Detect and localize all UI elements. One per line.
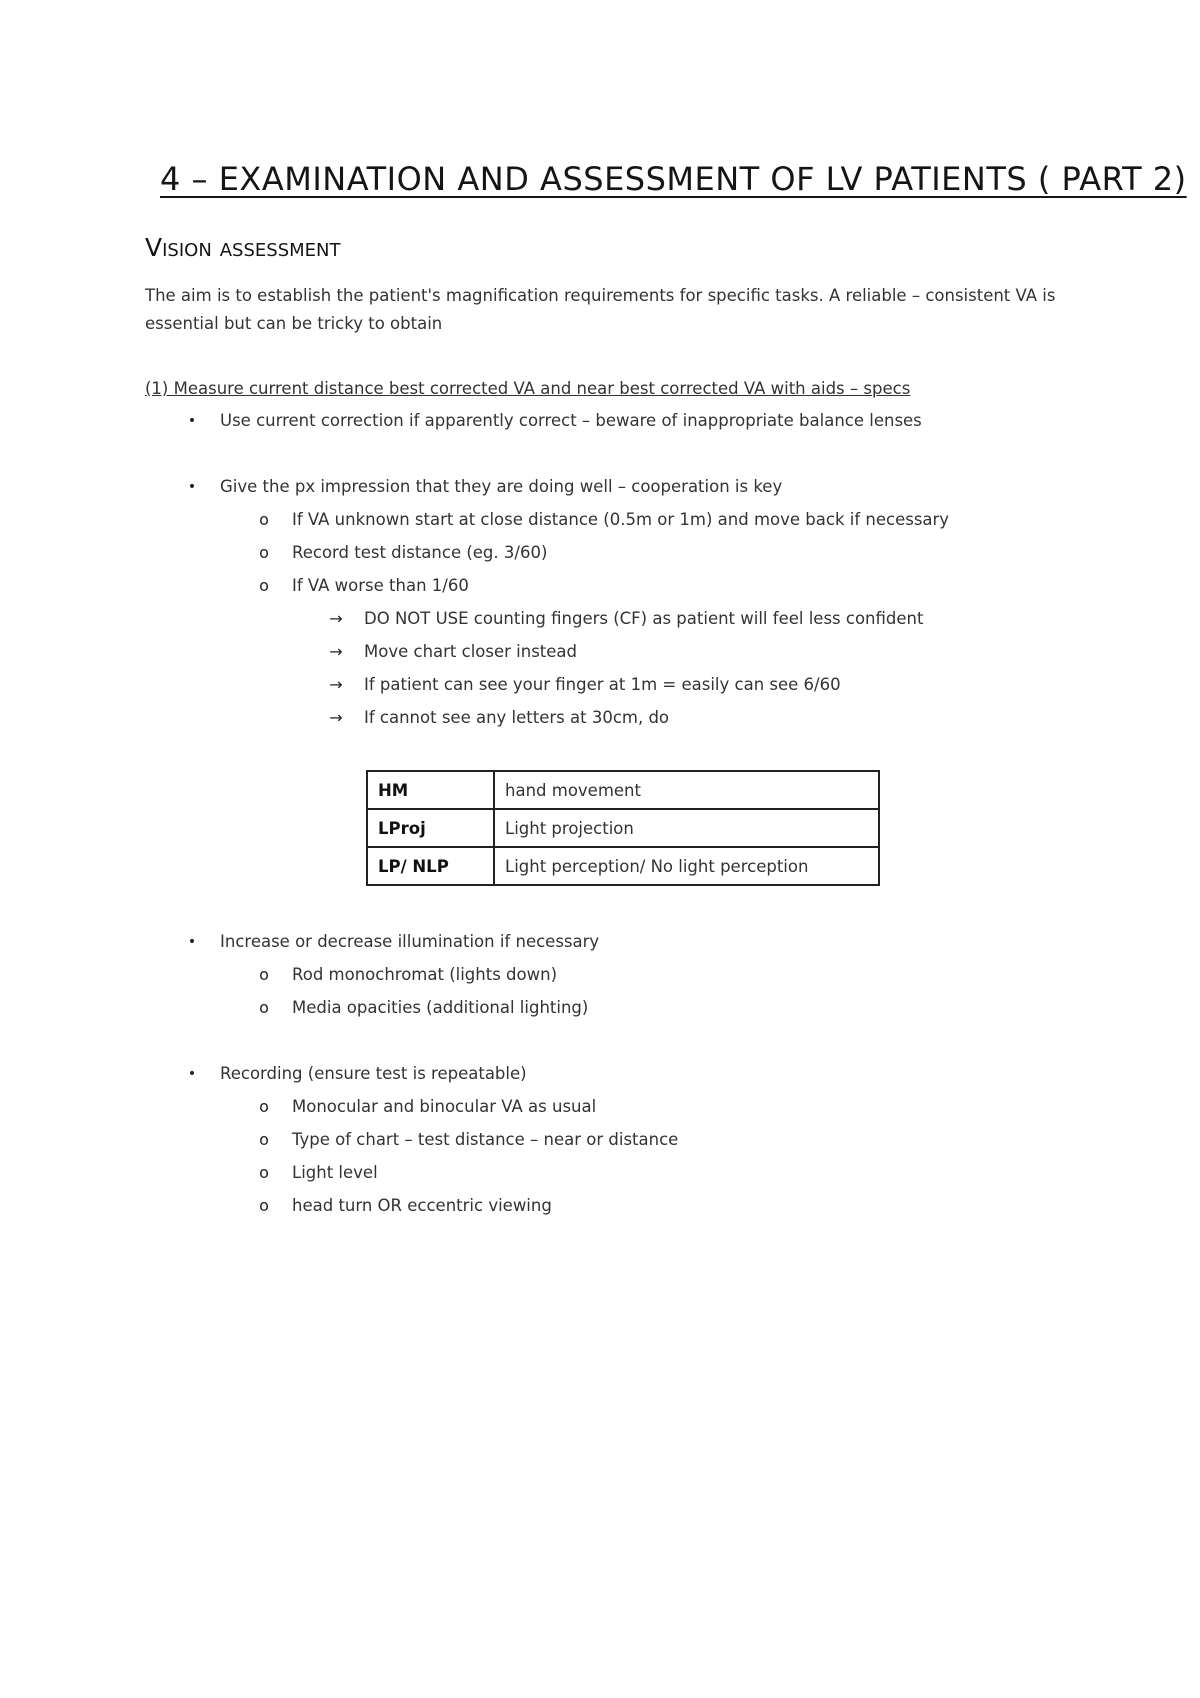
list-item-text: Rod monochromat (lights down) [292,965,558,984]
table-row [367,847,879,885]
list-item-text: Monocular and binocular VA as usual [292,1097,597,1116]
table-row [367,771,879,809]
table-cell-abbr: HM [367,771,494,809]
list-item-text: Type of chart – test distance – near or distance [292,1130,679,1149]
list-item-text: DO NOT USE counting fingers (CF) as patient will feel less confident [364,609,924,628]
table-cell-meaning: Light projection [494,809,879,847]
list-item-text: Use current correction if apparently correct – beware of inappropriate balance lenses [220,411,922,430]
list-item-text: Recording (ensure test is repeatable) [220,1064,527,1083]
list-heading: (1) Measure current distance best corrected VA and near best corrected VA with aids – specs [145,379,911,398]
intro-paragraph: The aim is to establish the patient's magnification requirements for specific tasks. A reliable – consistent VA is essential but can be tricky to obtain [145,286,1056,333]
list-item-text: If VA unknown start at close distance (0.5m or 1m) and move back if necessary [292,510,950,529]
sub-bullet-marker: o [259,1196,269,1215]
sub-bullet-marker: o [259,1130,269,1149]
sub-bullet-marker: o [259,1163,269,1182]
list-item-text: If VA worse than 1/60 [292,576,469,595]
list-item-text: Light level [292,1163,378,1182]
arrow-icon: → [329,609,343,628]
arrow-icon: → [329,642,343,661]
table-cell-abbr: LP/ NLP [367,847,494,885]
bullet-marker: • [187,1066,197,1082]
list-item-text: Give the px impression that they are doing well – cooperation is key [220,477,783,496]
sub-bullet-marker: o [259,1097,269,1116]
arrow-icon: → [329,675,343,694]
arrow-icon: → [329,708,343,727]
sub-bullet-marker: o [259,965,269,984]
table-cell-meaning: hand movement [494,771,879,809]
table-cell-meaning: Light perception/ No light perception [494,847,879,885]
table-cell-abbr: LProj [367,809,494,847]
section-heading [145,233,340,262]
sub-bullet-marker: o [259,543,269,562]
list-item-text: Record test distance (eg. 3/60) [292,543,548,562]
bullet-marker: • [187,934,197,950]
table-row [367,809,879,847]
sub-bullet-marker: o [259,998,269,1017]
list-item-text: If cannot see any letters at 30cm, do [364,708,670,727]
list-item-text: Move chart closer instead [364,642,578,661]
list-item-text: If patient can see your finger at 1m = easily can see 6/60 [364,675,841,694]
section-heading-text: Vision assessment [145,233,341,262]
list-item-text: Media opacities (additional lighting) [292,998,589,1017]
sub-bullet-marker: o [259,576,269,595]
list-item-text: head turn OR eccentric viewing [292,1196,552,1215]
sub-bullet-marker: o [259,510,269,529]
bullet-marker: • [187,413,197,429]
vision-abbreviation-table [366,770,880,886]
bullet-marker: • [187,479,197,495]
list-item-text: Increase or decrease illumination if necessary [220,932,600,951]
document-title: 4 – EXAMINATION AND ASSESSMENT OF LV PATIENTS ( PART 2) [160,160,1187,198]
